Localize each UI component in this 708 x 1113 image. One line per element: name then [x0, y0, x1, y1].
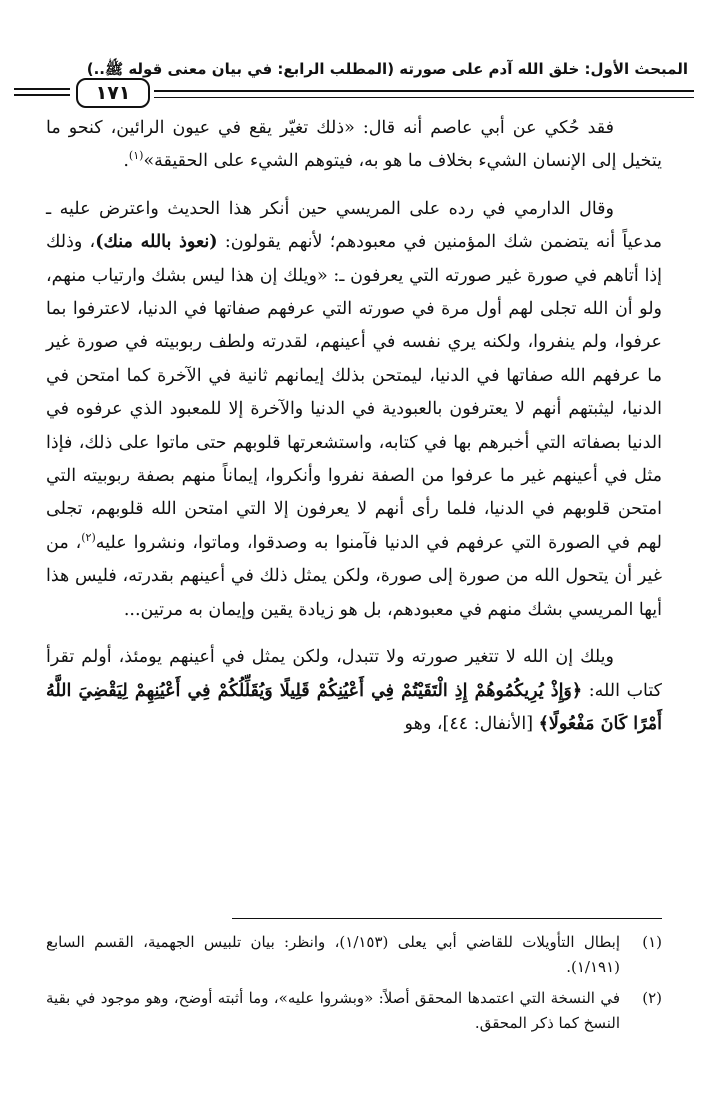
page-number-text: ١٧١ — [95, 82, 131, 104]
footnote-1-text: إبطال التأويلات للقاضي أبي يعلى (١/١٥٣)، وانظر: بيان تلبيس الجهمية، القسم السابع (١/١٩١). — [46, 933, 620, 976]
paragraph-3 — [46, 641, 662, 741]
paragraph-3-text-1: ويلك إن الله لا تتغير صورته ولا تتبدل، ولكن يمثل في أعينهم يومئذ، أولم تقرأ كتاب الله: — [46, 647, 662, 701]
footnote-1-number: (١) — [642, 933, 662, 951]
quran-verse: ﴿وَإِذْ يُرِيكُمُوهُمْ إِذِ الْتَقَيْتُمْ فِي أَعْيُنِكُمْ قَلِيلًا وَيُقَلِّلُكُمْ فِي أَعْيُنِهِمْ لِيَقْضِيَ اللَّهُ أَمْرًا كَانَ مَفْعُولًا﴾ — [46, 680, 662, 734]
paragraph-2 — [46, 193, 662, 627]
footnote-separator — [232, 918, 662, 919]
footnote-ref-1: (١) — [128, 149, 144, 163]
paragraph-2-text-1: وقال الدارمي في رده على المريسي حين أنكر هذا الحديث واعترض عليه ـ مدعياً أنه يتضمن شك المؤمنين في معبودهم؛ لأنهم يقولون: — [46, 198, 662, 253]
paragraph-1-tail: . — [123, 151, 129, 172]
paragraph-1-text: فقد حُكي عن أبي عاصم أنه قال: «ذلك تغيّر يقع في عيون الرائين، كنحو ما يتخيل إلى الإنسان الشيء بخلاف ما هو به، فيتوهم الشيء على الحقيقة» — [46, 118, 662, 172]
footnote-2-text: في النسخة التي اعتمدها المحقق أصلاً: «وبشروا عليه»، وما أثبته أوضح، وهو موجود في بقية النسخ كما ذكر المحقق. — [46, 989, 620, 1032]
footnote-1 — [46, 930, 662, 980]
header-rule-left — [14, 88, 70, 96]
paragraph-2-text-3: ، من غير أن يتحول الله من صورة إلى صورة، ولكن يمثل ذلك في أعينهم بقدرته، فليس هذا أيها المريسي بشك منهم في معبودهم، بل هو زيادة يقين وإيمان به مرتين... — [46, 532, 662, 620]
footnote-2-number: (٢) — [642, 989, 662, 1007]
header-rule-right — [154, 90, 694, 98]
paragraph-2-bold: (نعوذ بالله منك) — [95, 232, 218, 253]
paragraph-2-text-2: ، وذلك إذا أتاهم في صورة غير صورته التي يعرفون ـ: «ويلك إن هذا ليس بشك وارتياب منهم، ولو أن الله تجلى لهم أول مرة في صورته التي عرفهم صفاتها في الدنيا، لاعترفوا بما عرفوا، ولم ينفروا، ولكنه يري نفسه في أعينهم، لقدرته ولطف ربوبيته في صورة غير ما عرفهم الله صفاتها في الدنيا، ليمتحن بذلك إيمانهم ثانية في الآخرة كما امتحن في الدنيا، ليثبتهم أنهم لا يعترفون بالعبودية في الدنيا والآخرة إلا للمعبود الذي عرفوه في الدنيا بصفاته التي أخبرهم بها في كتابه، واستشعرتها قلوبهم حتى ماتوا على ذلك، فإذا مثل في أعينهم غير ما عرفوا من الصفة نفروا وأنكروا، إيماناً منهم بصفة ربوبيته التي امتحن قلوبهم في الدنيا، فلما رأى أنهم لا يعرفون إلا التي امتحن الله قلوبهم، تجلى لهم في الصورة التي عرفهم في الدنيا فآمنوا به وصدقوا، وماتوا، ونشروا عليه — [46, 232, 662, 553]
page-header — [14, 52, 694, 102]
main-text — [46, 112, 662, 741]
footnotes — [46, 930, 662, 1042]
footnote-ref-2: (٢) — [81, 531, 96, 545]
running-title: المبحث الأول: خلق الله آدم على صورته (المطلب الرابع: في بيان معنى قوله ﷺ..) — [86, 60, 688, 78]
footnote-2 — [46, 986, 662, 1036]
quran-citation: [الأنفال: ٤٤]، وهو — [404, 713, 539, 734]
paragraph-1 — [46, 112, 662, 179]
page-number — [76, 78, 150, 108]
